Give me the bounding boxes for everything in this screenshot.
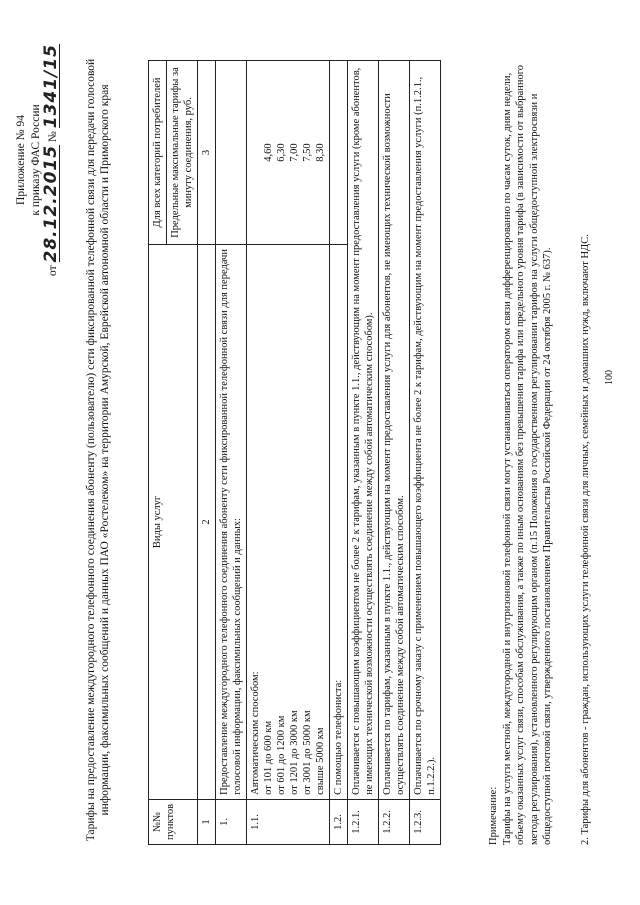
service-description: Оплачивается с повышающим коэффициентом не более 2 к тарифам, указанным в пункте 1.1., действующим на момент предоставления услуги (кроме абонентов, не имеющих технической возможности осуществлять соединение между собой автоматическим способом). [348, 61, 379, 800]
tariff-cell-empty [216, 61, 247, 245]
table-row [379, 61, 410, 845]
notes-section [487, 45, 555, 845]
handwritten-number: 1341/15 [41, 44, 61, 129]
tariff-value: 4,60 [263, 143, 274, 162]
tariff-cell-empty [330, 61, 348, 245]
service-description: С помощью телефониста: [330, 245, 348, 800]
range-item: от 601 до 1200 км [276, 715, 287, 795]
service-description: Оплачивается по срочному заказу с применением повышающего коэффициента не более 2 к тарифам, действующим на момент предоставления услуги (п.1.2.1., п.1.2.2.). [410, 61, 441, 800]
table-row [247, 61, 330, 845]
table-row [410, 61, 441, 845]
range-item: от 1201 до 3000 км [289, 710, 300, 795]
appendix-number: Приложение № 94 [15, 115, 27, 205]
table-row [216, 61, 247, 845]
item-number: 1. [216, 799, 247, 844]
table-header-row [149, 61, 167, 845]
table-row [348, 61, 379, 845]
header-service-type: Виды услуг [149, 245, 198, 800]
range-item: от 101 до 600 км [263, 720, 274, 795]
table-row [330, 61, 348, 845]
number-prefix: № [47, 131, 59, 143]
item-number: 1.1. [247, 799, 330, 844]
tariff-table [148, 60, 441, 845]
service-description: Предоставление междугородного телефонного соединения абоненту сети фиксированной телефонной связи для передачи голосовой информации, факсимильных сообщений и данных: [216, 245, 247, 800]
item-number: 1.2. [330, 799, 348, 844]
order-date-line [41, 30, 61, 290]
tariff-value: 8,30 [315, 143, 326, 162]
column-number-2: 2 [198, 245, 216, 800]
header-consumer-group: Для всех категорий потребителей [149, 61, 167, 245]
range-item: свыше 5000 км [315, 727, 326, 795]
automatic-method-label: Автоматическим способом: [250, 671, 261, 795]
header-item-number: №№ пунктов [149, 799, 198, 844]
page-number: 100 [604, 370, 615, 385]
note-paragraph-2: 2. Тарифы для абонентов - граждан, использующих услуги телефонной связи для личных, семейных и домашних нужд, включают НДС. [580, 234, 591, 845]
document-title: Тарифы на предоставление междугородного телефонного соединения абоненту (пользователю) сети фиксированной телефонной связи для передачи голосовой информации, факсимильных сообщений и данных ПАО «Ростелеком» на территории Амурской, Еврейской автономной области и Приморского края [85, 58, 111, 842]
tariff-value: 6,30 [276, 143, 287, 162]
column-number-3: 3 [198, 61, 216, 245]
item-number: 1.2.1. [348, 799, 379, 844]
note-paragraph-1: Тарифы на услуги местной, междугородной и внутризоновой телефонной связи могут устанавливаться оператором связи дифференцированно по часам суток, дням недели, объему оказанных услуг связи, способам обслуживания, а также по иным основаниям без превышения тарифа или предельного уровня тарифа (в зависимости от выбранного метода регулирования), установленного регулирующим органом (п.15 Положения о государственном регулировании тарифов на услуги общедоступной электросвязи и общедоступной почтовой связи, утвержденного постановлением Правительства Российской Федерации от 24 октября 2005 г. № 637). [501, 64, 553, 845]
distance-ranges [247, 245, 330, 800]
item-number: 1.2.2. [379, 799, 410, 844]
range-item: от 3001 до 5000 км [302, 710, 313, 795]
handwritten-date: 28.12.2015 [41, 144, 61, 263]
column-number-1: 1 [198, 799, 216, 844]
notes-heading: Примечание: [488, 786, 499, 845]
order-reference: к приказу ФАС России [30, 104, 42, 216]
service-description: Оплачивается по тарифам, указанным в пункте 1.1., действующим на момент предоставления услуги для абонентов, не имеющих технической возможности осуществлять соединение между собой автоматическим способом. [379, 61, 410, 800]
tariff-values [247, 61, 330, 245]
header-max-tariff: Предельные максимальные тарифы за минуту соединения, руб. [167, 61, 198, 245]
item-number: 1.2.3. [410, 799, 441, 844]
tariff-value: 7,00 [289, 143, 300, 162]
tariff-value: 7,50 [302, 143, 313, 162]
column-number-row [198, 61, 216, 845]
appendix-header [14, 30, 61, 290]
date-prefix: от [47, 265, 59, 276]
